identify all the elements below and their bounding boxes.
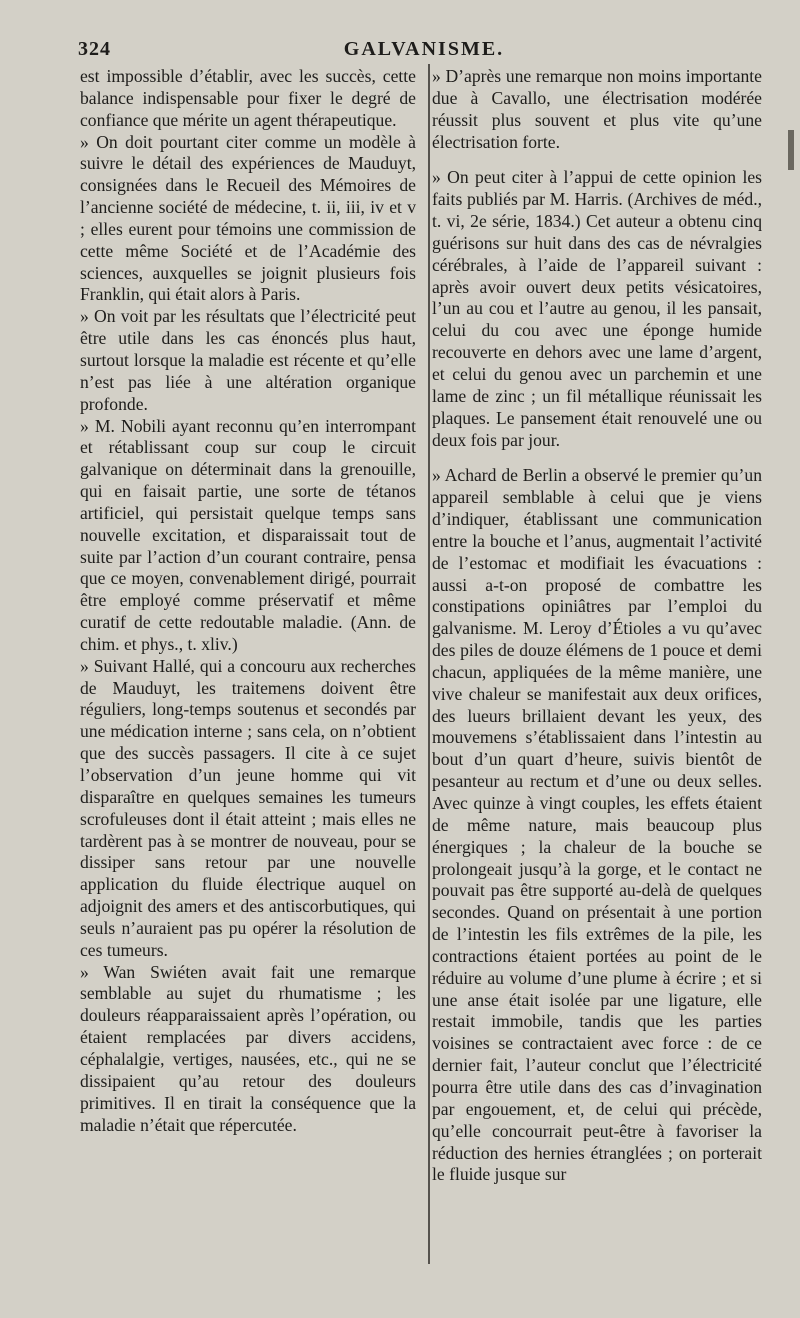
paragraph: » D’après une remarque non moins importante due à Cavallo, une électrisation modérée réussit plus souvent et plus vite qu’une électrisation forte. — [432, 66, 762, 152]
right-column — [432, 66, 762, 1186]
page-header — [78, 38, 770, 68]
paragraph: » On voit par les résultats que l’électricité peut être utile dans les cas énoncés plus haut, surtout lorsque la maladie est récente et qu’elle n’est pas liée à une altération organique profonde. — [80, 306, 416, 414]
paragraph: » Suivant Hallé, qui a concouru aux recherches de Mauduyt, les traitemens doivent être réguliers, long-temps soutenus et secondés par une médication interne ; sans cela, on n’obtient que des succès passagers. Il cite à ce sujet l’observation d’un jeune homme qui vit disparaître en quelques semaines les tumeurs scrofuleuses dont il était atteint ; mais elles ne tardèrent pas à se montrer de nouveau, pour se dissiper sans retour par une nouvelle application du fluide électrique auquel on adjoignit des amers et des antiscorbutiques, qui seuls n’auraient pas pu opérer la résolution de ces tumeurs. — [80, 655, 416, 960]
column-divider — [428, 64, 430, 1264]
paragraph: est impossible d’établir, avec les succès, cette balance indispensable pour fixer le degré de confiance que mérite un agent thérapeutique. — [80, 66, 416, 130]
page-edge-mark — [788, 130, 794, 170]
page-number: 324 — [78, 38, 111, 60]
paragraph: » Wan Swiéten avait fait une remarque semblable au sujet du rhumatisme ; les douleurs réapparaissaient après l’opération, ou étaient remplacées par divers accidens, céphalalgie, vertiges, nausées, etc., qui ne se dissipaient qu’au retour des douleurs primitives. Il en tirait la conséquence que la maladie n’était que répercutée. — [80, 961, 416, 1135]
running-title: GALVANISME. — [343, 38, 505, 60]
paragraph: » Achard de Berlin a observé le premier qu’un appareil semblable à celui que je viens d’indiquer, établissant une communication entre la bouche et l’anus, augmentait l’activité de l’estomac et modifiait les évacuations : aussi a-t-on proposé de combattre les constipations opiniâtres par l’emploi du galvanisme. M. Leroy d’Étioles a vu qu’avec des piles de douze élémens de 1 pouce et demi chacun, appliquées de la même manière, une vive chaleur se manifestait aux deux orifices, des lueurs brillaient devant les yeux, des mouvemens s’établissaient dans l’intestin au bout d’un quart d’heure, suivis bientôt de pesanteur au rectum et d’une ou deux selles. Avec quinze à vingt couples, les effets étaient de même nature, mais beaucoup plus énergiques ; la chaleur de la bouche se prolongeait jusqu’à la gorge, et le contact ne pouvait pas être supporté au-delà de quelques secondes. Quand on présentait à une portion de l’intestin les fils extrêmes de la pile, les contractions étaient portées au point de le réduire au volume d’une plume à écrire ; et si une anse était isolée par une ligature, elle restait immobile, tandis que les parties voisines se contractaient avec force : de ce dernier fait, l’auteur conclut que l’électricité pourra être utile dans des cas d’invagination par engouement, et, de celui qui précède, qu’elle concourrait peut-être à favoriser la réduction des hernies étranglées ; on porterait le fluide jusque sur — [432, 465, 762, 1185]
paragraph: » M. Nobili ayant reconnu qu’en interrompant et rétablissant coup sur coup le circuit galvanique on déterminait dans la grenouille, qui en faisait partie, une sorte de tétanos artificiel, qui persistait quelque temps sans nouvelle excitation, et disparaissait tout de suite par l’action d’un courant contraire, pensa que ce moyen, convenablement dirigé, pourrait être employé comme préservatif et même curatif de cette redoutable maladie. (Ann. de chim. et phys., t. xliv.) — [80, 415, 416, 654]
paragraph: » On peut citer à l’appui de cette opinion les faits publiés par M. Harris. (Archives de méd., t. vi, 2e série, 1834.) Cet auteur a obtenu cinq guérisons sur huit dans des cas de névralgies cérébrales, à l’aide de l’appareil suivant : après avoir ouvert deux petits vésicatoires, l’un au cou et l’autre au genou, il les pansait, celui du cou avec une éponge humide recouverte en dehors avec une lame d’argent, et celui du genou avec un parchemin et une lame de zinc ; un fil métallique réunissait les plaques. Le pansement était renouvelé une ou deux fois par jour. — [432, 167, 762, 450]
left-column — [80, 66, 416, 1136]
paragraph: » On doit pourtant citer comme un modèle à suivre le détail des expériences de Mauduyt, consignées dans le Recueil des Mémoires de l’ancienne société de médecine, t. ii, iii, iv et v ; elles eurent pour témoins une commission de cette même Société et de l’Académie des sciences, auxquelles se joignit plusieurs fois Franklin, qui était alors à Paris. — [80, 131, 416, 305]
